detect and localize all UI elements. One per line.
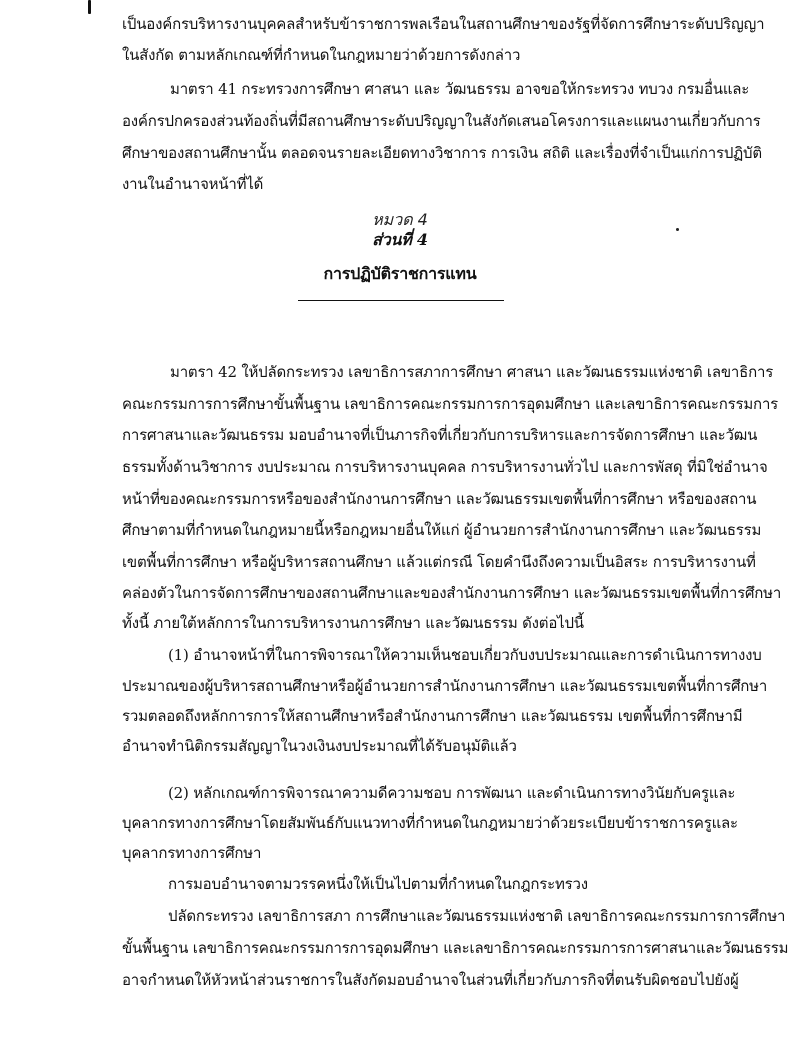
text-line: บุคลากรทางการศึกษา [122, 844, 262, 862]
text-line: คณะกรรมการการศึกษาขั้นพื้นฐาน เลขาธิการคณะกรรมการการอุดมศึกษา และเลขาธิการคณะกรรมการ [122, 395, 779, 413]
text-line: ในสังกัด ตามหลักเกณฑ์ที่กำหนดในกฎหมายว่าด้วยการดังกล่าว [122, 46, 521, 64]
text-line: คล่องตัวในการจัดการศึกษาของสถานศึกษาและของสำนักงานการศึกษา และวัฒนธรรมเขตพื้นที่การศึกษา [122, 584, 782, 602]
text-line: องค์กรปกครองส่วนท้องถิ่นที่มีสถานศึกษาระดับปริญญาในสังกัดเสนอโครงการและแผนงานเกี่ยวกับการ [122, 112, 761, 130]
text-line: เขตพื้นที่การศึกษา หรือผู้บริหารสถานศึกษา แล้วแต่กรณี โดยคำนึงถึงความเป็นอิสระ การบริหารงานที่ [122, 553, 756, 571]
text-line: การมอบอำนาจตามวรรคหนึ่งให้เป็นไปตามที่กำหนดในกฎกระทรวง [168, 875, 588, 893]
text-line: หน้าที่ของคณะกรรมการหรือของสำนักงานการศึกษา และวัฒนธรรมเขตพื้นที่การศึกษา หรือของสถาน [122, 490, 757, 508]
text-line: ขั้นพื้นฐาน เลขาธิการคณะกรรมการการอุดมศึกษา และเลขาธิการคณะกรรมการการศาสนาและวัฒนธรรม [122, 939, 789, 957]
scan-speck [676, 228, 679, 231]
text-line: การศาสนาและวัฒนธรรม มอบอำนาจที่เป็นภารกิจที่เกี่ยวกับการบริหารและการจัดการศึกษา และวัฒน [122, 426, 758, 444]
text-line: มาตรา 42 ให้ปลัดกระทรวง เลขาธิการสภาการศึกษา ศาสนา และวัฒนธรรมแห่งชาติ เลขาธิการ [170, 363, 774, 381]
text-line: ทั้งนี้ ภายใต้หลักการในการบริหารงานการศึกษา และวัฒนธรรม ดังต่อไปนี้ [122, 614, 584, 632]
text-line: ปลัดกระทรวง เลขาธิการสภา การศึกษาและวัฒนธรรมแห่งชาติ เลขาธิการคณะกรรมการการศึกษา [168, 907, 786, 925]
text-line: มาตรา 41 กระทรวงการศึกษา ศาสนา และ วัฒนธรรม อาจขอให้กระทรวง ทบวง กรมอื่นและ [170, 80, 750, 98]
text-line: งานในอำนาจหน้าที่ได้ [122, 175, 264, 193]
text-line: อำนาจทำนิติกรรมสัญญาในวงเงินงบประมาณที่ได้รับอนุมัติแล้ว [122, 737, 517, 755]
section-number: ส่วนที่ 4 [372, 230, 428, 249]
section-title: การปฏิบัติราชการแทน [323, 264, 477, 283]
text-line: อาจกำหนดให้หัวหน้าส่วนราชการในสังกัดมอบอำนาจในส่วนที่เกี่ยวกับภารกิจที่ตนรับผิดชอบไปยังผู้ [122, 971, 739, 989]
text-line: เป็นองค์กรบริหารงานบุคคลสำหรับข้าราชการพลเรือนในสถานศึกษาของรัฐที่จัดการศึกษาระดับปริญญา [122, 15, 765, 33]
text-line: รวมตลอดถึงหลักการการให้สถานศึกษาหรือสำนักงานการศึกษา และวัฒนธรรม เขตพื้นที่การศึกษามี [122, 707, 743, 725]
text-line: ธรรมทั้งด้านวิชาการ งบประมาณ การบริหารงานบุคคล การบริหารงานทั่วไป และการพัสดุ ที่มิใช่อำนาจ [122, 458, 768, 476]
text-line: ศึกษาของสถานศึกษานั้น ตลอดจนรายละเอียดทางวิชาการ การเงิน สถิติ และเรื่องที่จำเป็นแก่การปฏิบัติ [122, 144, 762, 162]
margin-mark [88, 0, 91, 14]
text-line: ศึกษาตามที่กำหนดในกฎหมายนี้หรือกฎหมายอื่นให้แก่ ผู้อำนวยการสำนักงานการศึกษา และวัฒนธรรม [122, 521, 762, 539]
handwritten-note: หมวด 4 [372, 210, 428, 229]
heading-rule [298, 300, 504, 301]
text-line: บุคลากรทางการศึกษาโดยสัมพันธ์กับแนวทางที่กำหนดในกฎหมายว่าด้วยระเบียบข้าราชการครูและ [122, 814, 738, 832]
text-line: (1) อำนาจหน้าที่ในการพิจารณาให้ความเห็นชอบเกี่ยวกับงบประมาณและการดำเนินการทางงบ [168, 646, 762, 664]
text-line: ประมาณของผู้บริหารสถานศึกษาหรือผู้อำนวยการสำนักงานการศึกษา และวัฒนธรรมเขตพื้นที่การศึกษา [122, 677, 768, 695]
text-line: (2) หลักเกณฑ์การพิจารณาความดีความชอบ การพัฒนา และดำเนินการทางวินัยกับครูและ [168, 784, 736, 802]
